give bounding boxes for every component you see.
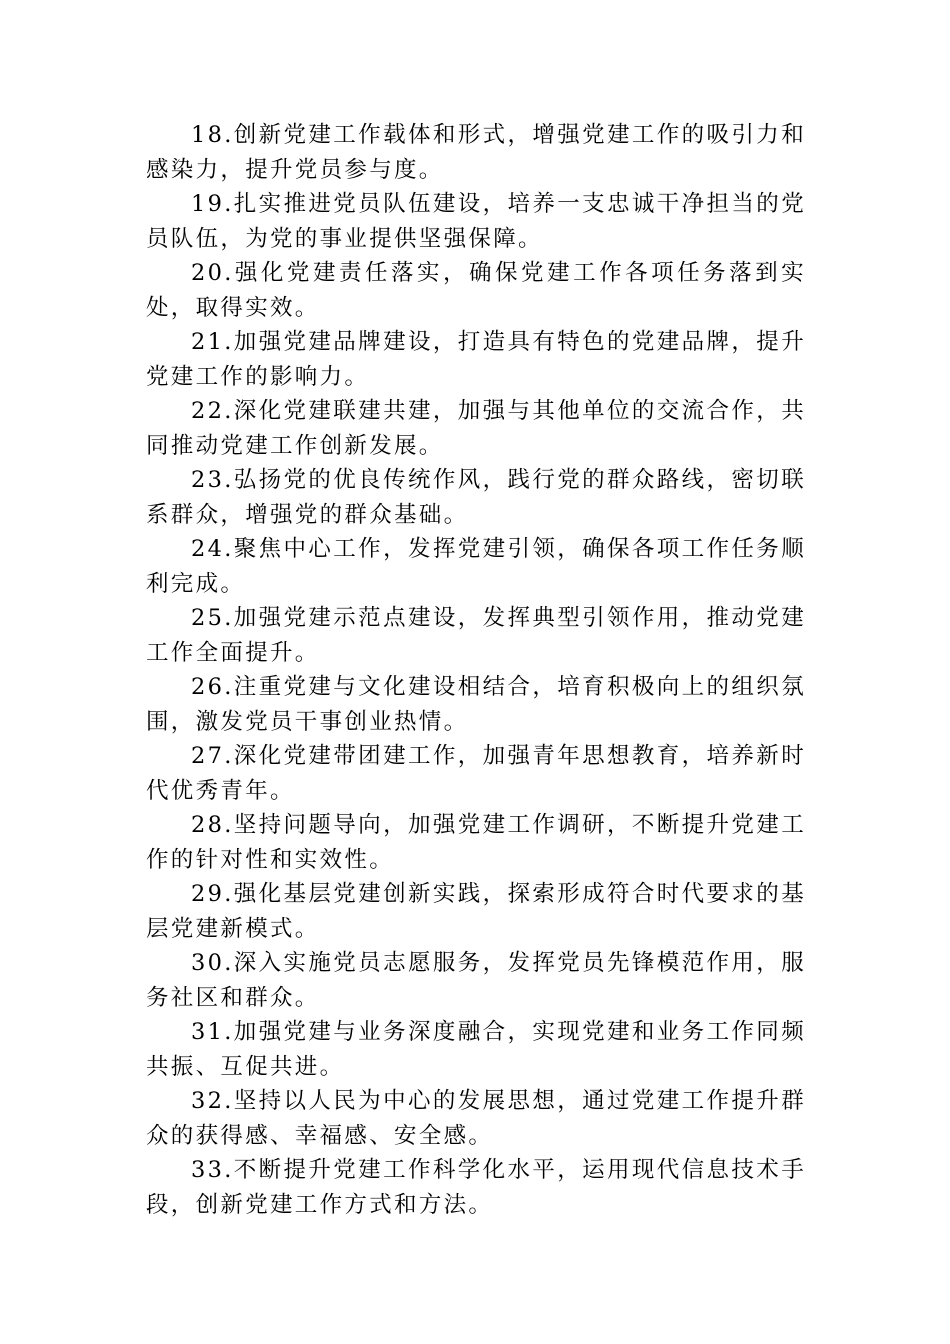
list-item: 30.深入实施党员志愿服务，发挥党员先锋模范作用，服务社区和群众。 <box>146 950 806 1011</box>
list-item: 22.深化党建联建共建，加强与其他单位的交流合作，共同推动党建工作创新发展。 <box>146 398 806 459</box>
list-item: 20.强化党建责任落实，确保党建工作各项任务落到实处，取得实效。 <box>146 260 806 321</box>
list-item: 18.创新党建工作载体和形式，增强党建工作的吸引力和感染力，提升党员参与度。 <box>146 122 806 183</box>
list-item: 21.加强党建品牌建设，打造具有特色的党建品牌，提升党建工作的影响力。 <box>146 329 806 390</box>
list-item: 26.注重党建与文化建设相结合，培育积极向上的组织氛围，激发党员干事创业热情。 <box>146 674 806 735</box>
list-item: 25.加强党建示范点建设，发挥典型引领作用，推动党建工作全面提升。 <box>146 605 806 666</box>
list-item: 33.不断提升党建工作科学化水平，运用现代信息技术手段，创新党建工作方式和方法。 <box>146 1157 806 1218</box>
list-item: 29.强化基层党建创新实践，探索形成符合时代要求的基层党建新模式。 <box>146 881 806 942</box>
list-item: 24.聚焦中心工作，发挥党建引领，确保各项工作任务顺利完成。 <box>146 536 806 597</box>
list-item: 23.弘扬党的优良传统作风，践行党的群众路线，密切联系群众，增强党的群众基础。 <box>146 467 806 528</box>
list-item: 19.扎实推进党员队伍建设，培养一支忠诚干净担当的党员队伍，为党的事业提供坚强保障。 <box>146 191 806 252</box>
document-body <box>146 118 806 1222</box>
list-item: 31.加强党建与业务深度融合，实现党建和业务工作同频共振、互促共进。 <box>146 1019 806 1080</box>
list-item: 27.深化党建带团建工作，加强青年思想教育，培养新时代优秀青年。 <box>146 743 806 804</box>
list-item: 32.坚持以人民为中心的发展思想，通过党建工作提升群众的获得感、幸福感、安全感。 <box>146 1088 806 1149</box>
list-item: 28.坚持问题导向，加强党建工作调研，不断提升党建工作的针对性和实效性。 <box>146 812 806 873</box>
